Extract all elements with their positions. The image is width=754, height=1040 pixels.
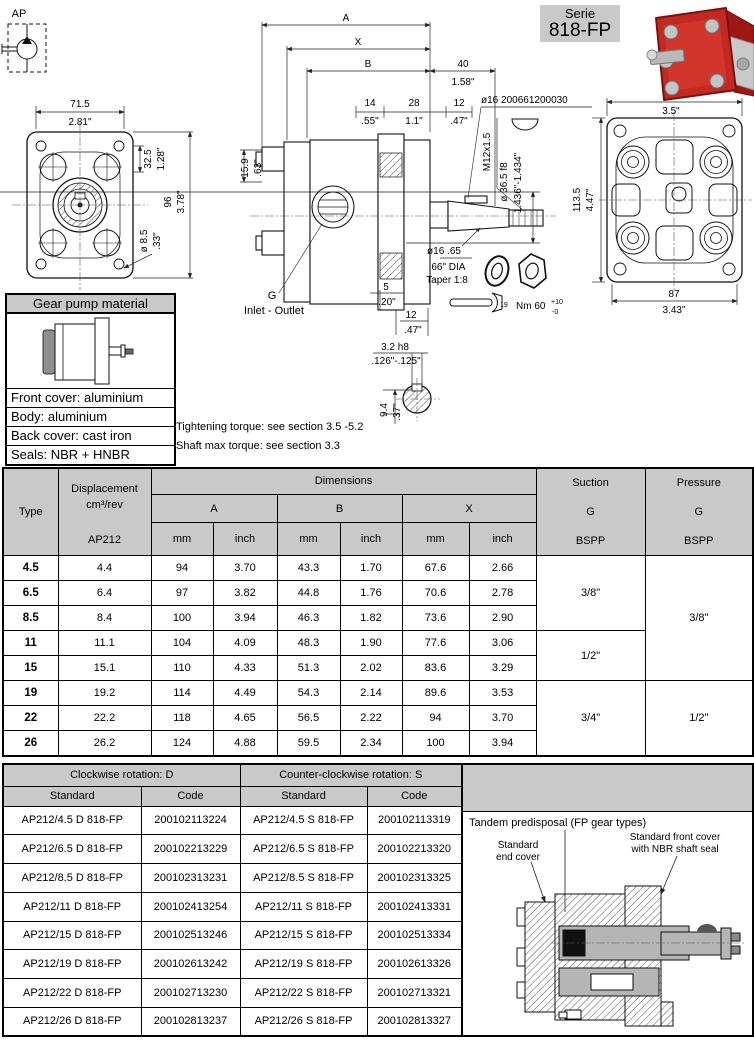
note-tightening: Tightening torque: see section 3.5 -5.2 <box>176 421 364 433</box>
pressure-group-2: 1/2" <box>645 681 753 756</box>
type-cell: 22 <box>3 706 58 731</box>
front-height-mm: 96 <box>163 196 174 208</box>
x-in-cell: 2.66 <box>469 556 536 581</box>
x-in-cell: 3.94 <box>469 731 536 756</box>
b-mm-cell: 44.8 <box>277 581 340 606</box>
x-in-cell: 3.70 <box>469 706 536 731</box>
unit-b-inch: inch <box>340 523 402 556</box>
table-row <box>3 631 753 656</box>
disp-cell: 26.2 <box>58 731 151 756</box>
pressure-line1: Pressure <box>676 477 721 490</box>
type-cell: 8.5 <box>3 606 58 631</box>
a-mm-cell: 124 <box>151 731 213 756</box>
dim-40-mm: 40 <box>457 59 469 70</box>
suction-line2: G <box>586 506 595 518</box>
a-mm-cell: 94 <box>151 556 213 581</box>
table-row <box>3 681 753 706</box>
cw-standard-cell: AP212/22 D 818-FP <box>3 979 141 1008</box>
cw-code-cell: 200102313231 <box>141 864 240 893</box>
col-header-a: A <box>151 494 277 522</box>
type-cell: 15 <box>3 656 58 681</box>
serie-number: 818-FP <box>548 19 612 41</box>
dim-b-label: B <box>364 59 372 70</box>
pilot-dia-mm: ø 36.5 f8 <box>499 162 510 202</box>
ordering-block <box>2 763 752 1037</box>
col-header-suction <box>536 468 645 556</box>
displacement-line2: cm³/rev <box>86 499 123 511</box>
col-header-x: X <box>402 494 536 522</box>
material-front-cover: Front cover: aluminium <box>7 389 174 408</box>
front-width-mm: 71.5 <box>70 99 90 110</box>
b-mm-cell: 59.5 <box>277 731 340 756</box>
dim-12b-in: .47" <box>404 325 422 336</box>
material-seals: Seals: NBR + HNBR <box>11 447 130 462</box>
cw-code-cell: 200102613242 <box>141 950 240 979</box>
front-pitch-mm: 32.5 <box>143 149 154 169</box>
cw-code-cell: 200102813237 <box>141 1007 240 1036</box>
back-width-in: 3.5" <box>662 106 680 117</box>
end-cover-label-1: Standard <box>497 840 539 851</box>
b-mm-cell: 43.3 <box>277 556 340 581</box>
dim-40-in: 1.58" <box>451 77 475 88</box>
ccw-code-cell: 200102813327 <box>367 1007 462 1036</box>
key-height-in: .37" <box>392 403 403 421</box>
disp-cell: 22.2 <box>58 706 151 731</box>
cw-standard-cell: AP212/8.5 D 818-FP <box>3 864 141 893</box>
cw-standard-cell: AP212/11 D 818-FP <box>3 892 141 921</box>
wrench-icon <box>450 293 502 312</box>
ccw-code-cell: 200102313325 <box>367 864 462 893</box>
torque-notes <box>176 418 363 456</box>
type-cell: 19 <box>3 681 58 706</box>
col-header-displacement <box>58 468 151 556</box>
pressure-group-1: 3/8" <box>645 556 753 681</box>
col-header-type: Type <box>3 468 58 556</box>
pressure-line2: G <box>694 506 704 518</box>
unit-x-mm: mm <box>402 523 469 556</box>
table-row <box>3 864 462 893</box>
port-g-caption: Inlet - Outlet <box>244 305 304 317</box>
dim-14-in: .55" <box>361 116 379 127</box>
cw-standard-header: Standard <box>3 786 141 806</box>
material-body: Body: aluminium <box>7 408 174 427</box>
ccw-standard-cell: AP212/4.5 S 818-FP <box>240 806 367 835</box>
b-in-cell: 2.34 <box>340 731 402 756</box>
a-in-cell: 4.33 <box>213 656 277 681</box>
type-cell: 11 <box>3 631 58 656</box>
cw-code-cell: 200102513246 <box>141 921 240 950</box>
ccw-standard-cell: AP212/8.5 S 818-FP <box>240 864 367 893</box>
col-header-pressure <box>645 468 753 556</box>
front-hole-mm: ø 8.5 <box>139 229 150 253</box>
a-mm-cell: 100 <box>151 606 213 631</box>
serie-label: Serie <box>564 6 596 21</box>
ccw-code-cell: 200102213320 <box>367 835 462 864</box>
material-box <box>5 293 176 466</box>
shaft-dia-in: .66" DIA <box>428 262 466 273</box>
x-in-cell: 3.29 <box>469 656 536 681</box>
cw-standard-cell: AP212/6.5 D 818-FP <box>3 835 141 864</box>
disp-cell: 8.4 <box>58 606 151 631</box>
suction-group-2: 1/2" <box>536 631 645 681</box>
cw-code-header: Code <box>141 786 240 806</box>
ccw-standard-cell: AP212/6.5 S 818-FP <box>240 835 367 864</box>
serie-badge <box>540 5 620 42</box>
pump-side-icon <box>7 314 174 389</box>
ccw-code-cell: 200102113319 <box>367 806 462 835</box>
pressure-line3: BSPP <box>684 534 714 547</box>
note-shaft: Shaft max torque: see section 3.3 <box>176 440 340 452</box>
dim-5-mm: 5 <box>383 282 389 293</box>
nut-icon <box>519 254 546 288</box>
x-mm-cell: 94 <box>402 706 469 731</box>
x-mm-cell: 83.6 <box>402 656 469 681</box>
tandem-drawing <box>463 812 752 1030</box>
front-hole-in: .33" <box>152 232 163 250</box>
ccw-standard-cell: AP212/11 S 818-FP <box>240 892 367 921</box>
col-header-b: B <box>277 494 402 522</box>
table-row <box>3 950 462 979</box>
cw-code-cell: 200102413254 <box>141 892 240 921</box>
table-row <box>3 835 462 864</box>
ccw-code-cell: 200102713321 <box>367 979 462 1008</box>
cw-code-cell: 200102213229 <box>141 835 240 864</box>
pump-photo <box>647 8 754 100</box>
a-mm-cell: 118 <box>151 706 213 731</box>
front-pitch-in: 1.28" <box>156 147 167 171</box>
ccw-code-cell: 200102413331 <box>367 892 462 921</box>
washer-icon <box>482 253 512 288</box>
back-height-in: 4.47" <box>585 188 596 212</box>
col-header-dimensions: Dimensions <box>151 468 536 494</box>
dim-159-in: .63" <box>253 159 264 177</box>
ccw-standard-header: Standard <box>240 786 367 806</box>
tandem-title: Tandem predisposal (FP gear types) <box>469 817 647 829</box>
front-cover-label-1: Standard front cover <box>629 832 721 843</box>
b-mm-cell: 54.3 <box>277 681 340 706</box>
tandem-panel <box>463 763 754 1037</box>
displacement-line3: AP212 <box>87 534 122 546</box>
x-mm-cell: 70.6 <box>402 581 469 606</box>
unit-x-inch: inch <box>469 523 536 556</box>
key-width-in: .126"-.125" <box>371 356 421 367</box>
table-row <box>3 921 462 950</box>
b-mm-cell: 48.3 <box>277 631 340 656</box>
suction-line3: BSPP <box>575 534 606 547</box>
ap-symbol-label: AP <box>11 8 27 20</box>
dim-12-in: .47" <box>450 116 468 127</box>
taper-label: Taper 1:8 <box>426 275 468 286</box>
b-in-cell: 1.76 <box>340 581 402 606</box>
ccw-code-cell: 200102613326 <box>367 950 462 979</box>
a-in-cell: 3.94 <box>213 606 277 631</box>
displacement-line1: Displacement <box>71 482 138 495</box>
ccw-standard-cell: AP212/26 S 818-FP <box>240 1007 367 1036</box>
a-in-cell: 4.88 <box>213 731 277 756</box>
key-section-detail <box>371 342 440 424</box>
b-mm-cell: 46.3 <box>277 606 340 631</box>
cw-standard-cell: AP212/26 D 818-FP <box>3 1007 141 1036</box>
disp-cell: 6.4 <box>58 581 151 606</box>
front-cover-label-2: with NBR shaft seal <box>631 844 719 855</box>
cw-header: Clockwise rotation: D <box>3 764 240 786</box>
table-row <box>3 979 462 1008</box>
key-height-mm: 9.4 <box>379 403 390 417</box>
table-row <box>3 806 462 835</box>
material-title: Gear pump material <box>7 295 174 314</box>
x-in-cell: 2.90 <box>469 606 536 631</box>
disp-cell: 19.2 <box>58 681 151 706</box>
a-in-cell: 4.65 <box>213 706 277 731</box>
a-in-cell: 4.49 <box>213 681 277 706</box>
torque-sub: -0 <box>552 309 559 316</box>
port-g-label: G <box>267 290 277 302</box>
b-in-cell: 2.02 <box>340 656 402 681</box>
thread-label: M12x1.5 <box>482 132 493 172</box>
tandem-header-spacer <box>463 765 752 812</box>
unit-a-inch: inch <box>213 523 277 556</box>
dim-28-mm: 28 <box>408 98 420 109</box>
torque-sup: +10 <box>551 299 563 306</box>
suction-line1: Suction <box>572 477 609 490</box>
dimensions-table <box>2 467 754 757</box>
x-mm-cell: 73.6 <box>402 606 469 631</box>
cw-code-cell: 200102113224 <box>141 806 240 835</box>
ccw-standard-cell: AP212/15 S 818-FP <box>240 921 367 950</box>
pump-icon-svg <box>31 316 151 386</box>
a-in-cell: 3.82 <box>213 581 277 606</box>
cw-standard-cell: AP212/19 D 818-FP <box>3 950 141 979</box>
end-cover-label-2: end cover <box>496 852 540 863</box>
shaft-dia-mm: ø16 .65 <box>427 246 461 257</box>
wrench-size: 19 <box>500 302 508 309</box>
disp-cell: 4.4 <box>58 556 151 581</box>
table-row <box>3 1007 462 1036</box>
a-mm-cell: 97 <box>151 581 213 606</box>
a-in-cell: 4.09 <box>213 631 277 656</box>
ccw-code-cell: 200102513334 <box>367 921 462 950</box>
cw-standard-cell: AP212/4.5 D 818-FP <box>3 806 141 835</box>
rotation-table <box>2 763 463 1037</box>
unit-b-mm: mm <box>277 523 340 556</box>
type-cell: 6.5 <box>3 581 58 606</box>
a-mm-cell: 104 <box>151 631 213 656</box>
front-width-in: 2.81" <box>68 117 92 128</box>
b-in-cell: 1.70 <box>340 556 402 581</box>
back-height-mm: 113.5 <box>572 187 583 213</box>
x-mm-cell: 67.6 <box>402 556 469 581</box>
b-in-cell: 2.22 <box>340 706 402 731</box>
cw-code-cell: 200102713230 <box>141 979 240 1008</box>
x-in-cell: 2.78 <box>469 581 536 606</box>
x-in-cell: 3.53 <box>469 681 536 706</box>
b-in-cell: 2.14 <box>340 681 402 706</box>
torque-value: Nm 60 <box>516 301 546 312</box>
suction-group-3: 3/4" <box>536 681 645 756</box>
b-in-cell: 1.82 <box>340 606 402 631</box>
key-part-number: ø16 200661200030 <box>481 95 568 106</box>
cw-standard-cell: AP212/15 D 818-FP <box>3 921 141 950</box>
back-bolt-mm: 87 <box>668 289 680 300</box>
dim-28-in: 1.1" <box>405 116 423 127</box>
table-row <box>3 556 753 581</box>
type-cell: 26 <box>3 731 58 756</box>
dim-12b-mm: 12 <box>405 310 417 321</box>
unit-a-mm: mm <box>151 523 213 556</box>
b-in-cell: 1.90 <box>340 631 402 656</box>
a-mm-cell: 110 <box>151 656 213 681</box>
back-view-drawing <box>572 90 752 316</box>
x-in-cell: 3.06 <box>469 631 536 656</box>
ap-symbol <box>2 8 46 72</box>
ccw-header: Counter-clockwise rotation: S <box>240 764 462 786</box>
disp-cell: 11.1 <box>58 631 151 656</box>
disp-cell: 15.1 <box>58 656 151 681</box>
x-mm-cell: 89.6 <box>402 681 469 706</box>
ccw-standard-cell: AP212/22 S 818-FP <box>240 979 367 1008</box>
type-cell: 4.5 <box>3 556 58 581</box>
x-mm-cell: 100 <box>402 731 469 756</box>
dim-14-mm: 14 <box>364 98 376 109</box>
suction-group-1: 3/8" <box>536 556 645 631</box>
a-in-cell: 3.70 <box>213 556 277 581</box>
material-back-cover: Back cover: cast iron <box>7 427 174 446</box>
dim-12-mm: 12 <box>453 98 465 109</box>
ccw-standard-cell: AP212/19 S 818-FP <box>240 950 367 979</box>
ccw-code-header: Code <box>367 786 462 806</box>
front-view-drawing <box>12 99 193 290</box>
front-height-in: 3.78" <box>176 190 187 214</box>
dim-x-label: X <box>354 37 362 48</box>
dim-159-mm: 15.9 <box>240 158 251 178</box>
pilot-dia-in: 1.436"-1.434" <box>513 152 524 214</box>
table-row <box>3 892 462 921</box>
dim-5-in: .20" <box>378 297 396 308</box>
b-mm-cell: 56.5 <box>277 706 340 731</box>
b-mm-cell: 51.3 <box>277 656 340 681</box>
key-width-mm: 3.2 h8 <box>381 342 409 353</box>
a-mm-cell: 114 <box>151 681 213 706</box>
x-mm-cell: 77.6 <box>402 631 469 656</box>
back-bolt-in: 3.43" <box>662 305 686 316</box>
dim-a-label: A <box>342 13 350 24</box>
